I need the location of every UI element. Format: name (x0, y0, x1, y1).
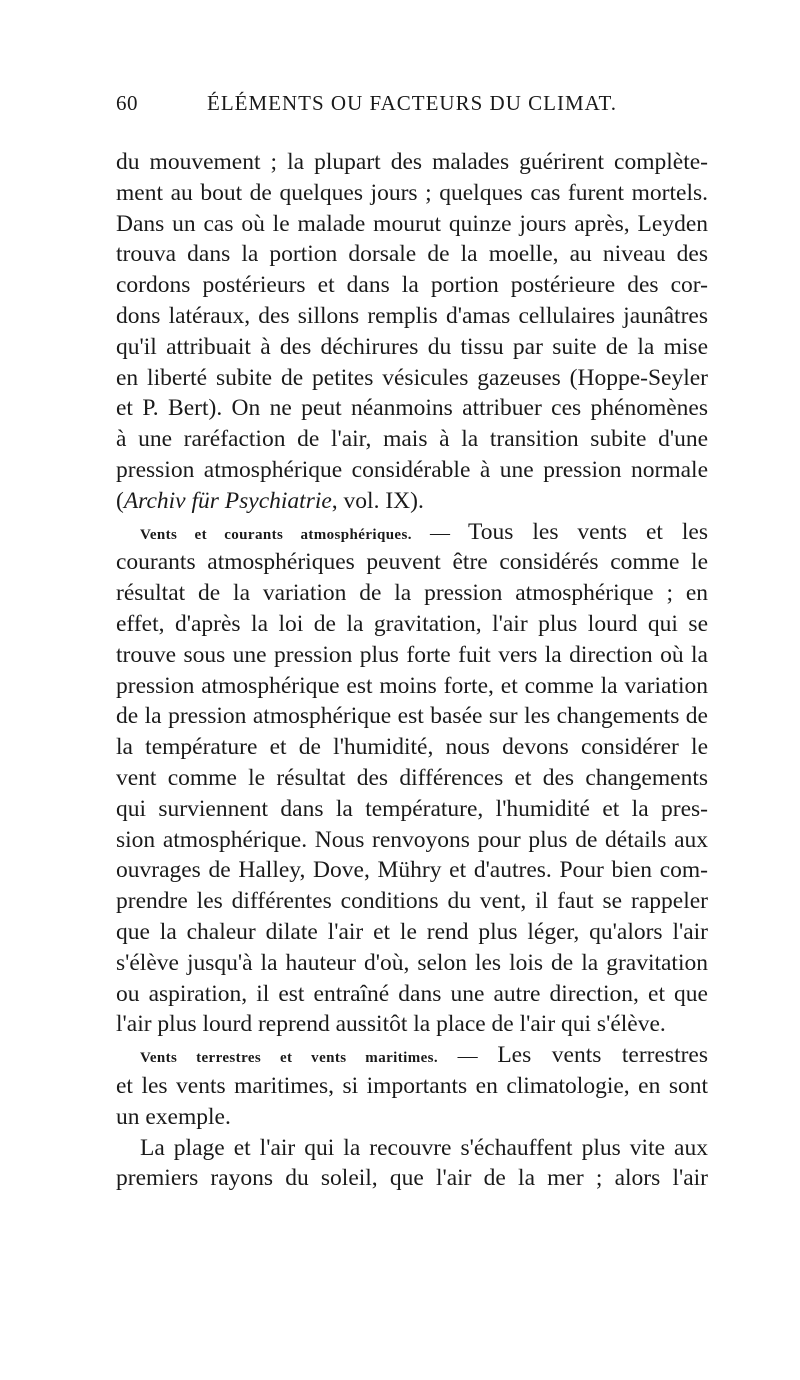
text-line: qu'il attribuait à des déchirures du tissu par suite de la mise (116, 333, 708, 360)
text-line: du mouvement ; la plupart des malades guérirent complète- (116, 149, 708, 175)
text-line: Dans un cas où le malade mourut quinze jours après, Leyden (116, 210, 708, 237)
text-line: sion atmosphérique. Nous renvoyons pour plus de détails aux (116, 826, 708, 853)
text-line: trouve sous une pression plus forte fuit vers la direction où la (116, 641, 708, 668)
page-number: 60 (116, 91, 138, 115)
text-line: ou aspiration, il est entraîné dans une autre direction, et que (116, 980, 708, 1007)
text-line: pression atmosphérique considérable à une pression normale (116, 456, 708, 483)
heading-separator: — (438, 1045, 498, 1068)
citation-journal: Archiv für Psychiatrie (123, 487, 332, 514)
text-line: de la pression atmosphérique est basée sur les changements de (116, 703, 708, 730)
text-line: l'air plus lourd reprend aussitôt la place de l'air qui s'élève. (116, 1011, 666, 1038)
text-line: cordons postérieurs et dans la portion postérieure des cor- (116, 272, 708, 299)
text-line: à une raréfaction de l'air, mais à la transition subite d'une (116, 426, 708, 453)
text-line: en liberté subite de petites vésicules gazeuses (Hoppe-Seyler (116, 364, 708, 391)
text-line: trouva dans la portion dorsale de la moelle, au niveau des (116, 241, 708, 268)
text-line: un exemple. (116, 1103, 231, 1130)
text-line-citation (116, 486, 708, 517)
text-line: ment au bout de quelques jours ; quelques cas furent mortels. (116, 179, 708, 206)
heading-line-rest: Tous les vents et les (468, 518, 708, 545)
text-line: qui surviennent dans la température, l'humidité et la pres- (116, 795, 708, 822)
text-line: la température et de l'humidité, nous devons considérer le (116, 734, 708, 761)
header-title: ÉLÉMENTS OU FACTEURS DU CLIMAT. (207, 91, 617, 115)
section-heading-land-sea-winds: Vents terrestres et vents maritimes. (140, 1050, 439, 1067)
text-line: dons latéraux, des sillons remplis d'amas cellulaires jaunâtres (116, 302, 708, 329)
heading-line-rest: Les vents terrestres (497, 1042, 708, 1069)
text-line: et P. Bert). On ne peut néanmoins attribuer ces phénomènes (116, 395, 708, 422)
body-text (116, 147, 708, 1194)
text-line: pression atmosphérique est moins forte, et comme la variation (116, 672, 708, 699)
text-line: ouvrages de Halley, Dove, Mühry et d'autres. Pour bien com- (116, 857, 708, 884)
text-line: courants atmosphériques peuvent être considérés comme le (116, 549, 708, 576)
text-line: résultat de la variation de la pression atmosphérique ; en (116, 580, 708, 607)
text-line: et les vents maritimes, si importants en climatologie, en sont (116, 1072, 708, 1099)
text-line: La plage et l'air qui la recouvre s'échauffent plus vite aux (140, 1134, 708, 1161)
section-heading-winds-currents: Vents et courants atmosphériques. (140, 526, 412, 543)
text-line: vent comme le résultat des différences et des changements (116, 764, 708, 791)
text-line: effet, d'après la loi de la gravitation, l'air plus lourd qui se (116, 610, 708, 637)
section-heading-line (116, 1040, 708, 1071)
text-line: que la chaleur dilate l'air et le rend plus léger, qu'alors l'air (116, 918, 708, 945)
section-heading-line (116, 517, 708, 548)
text-line: s'élève jusqu'à la hauteur d'où, selon les lois de la gravitation (116, 949, 708, 976)
citation-open: ( (116, 487, 124, 514)
running-header (116, 91, 708, 119)
text-line: prendre les différentes conditions du vent, il faut se rappeler (116, 888, 708, 915)
heading-separator: — (411, 521, 469, 544)
citation-volume: , vol. IX). (331, 487, 424, 514)
text-line: premiers rayons du soleil, que l'air de la mer ; alors l'air (116, 1165, 708, 1192)
